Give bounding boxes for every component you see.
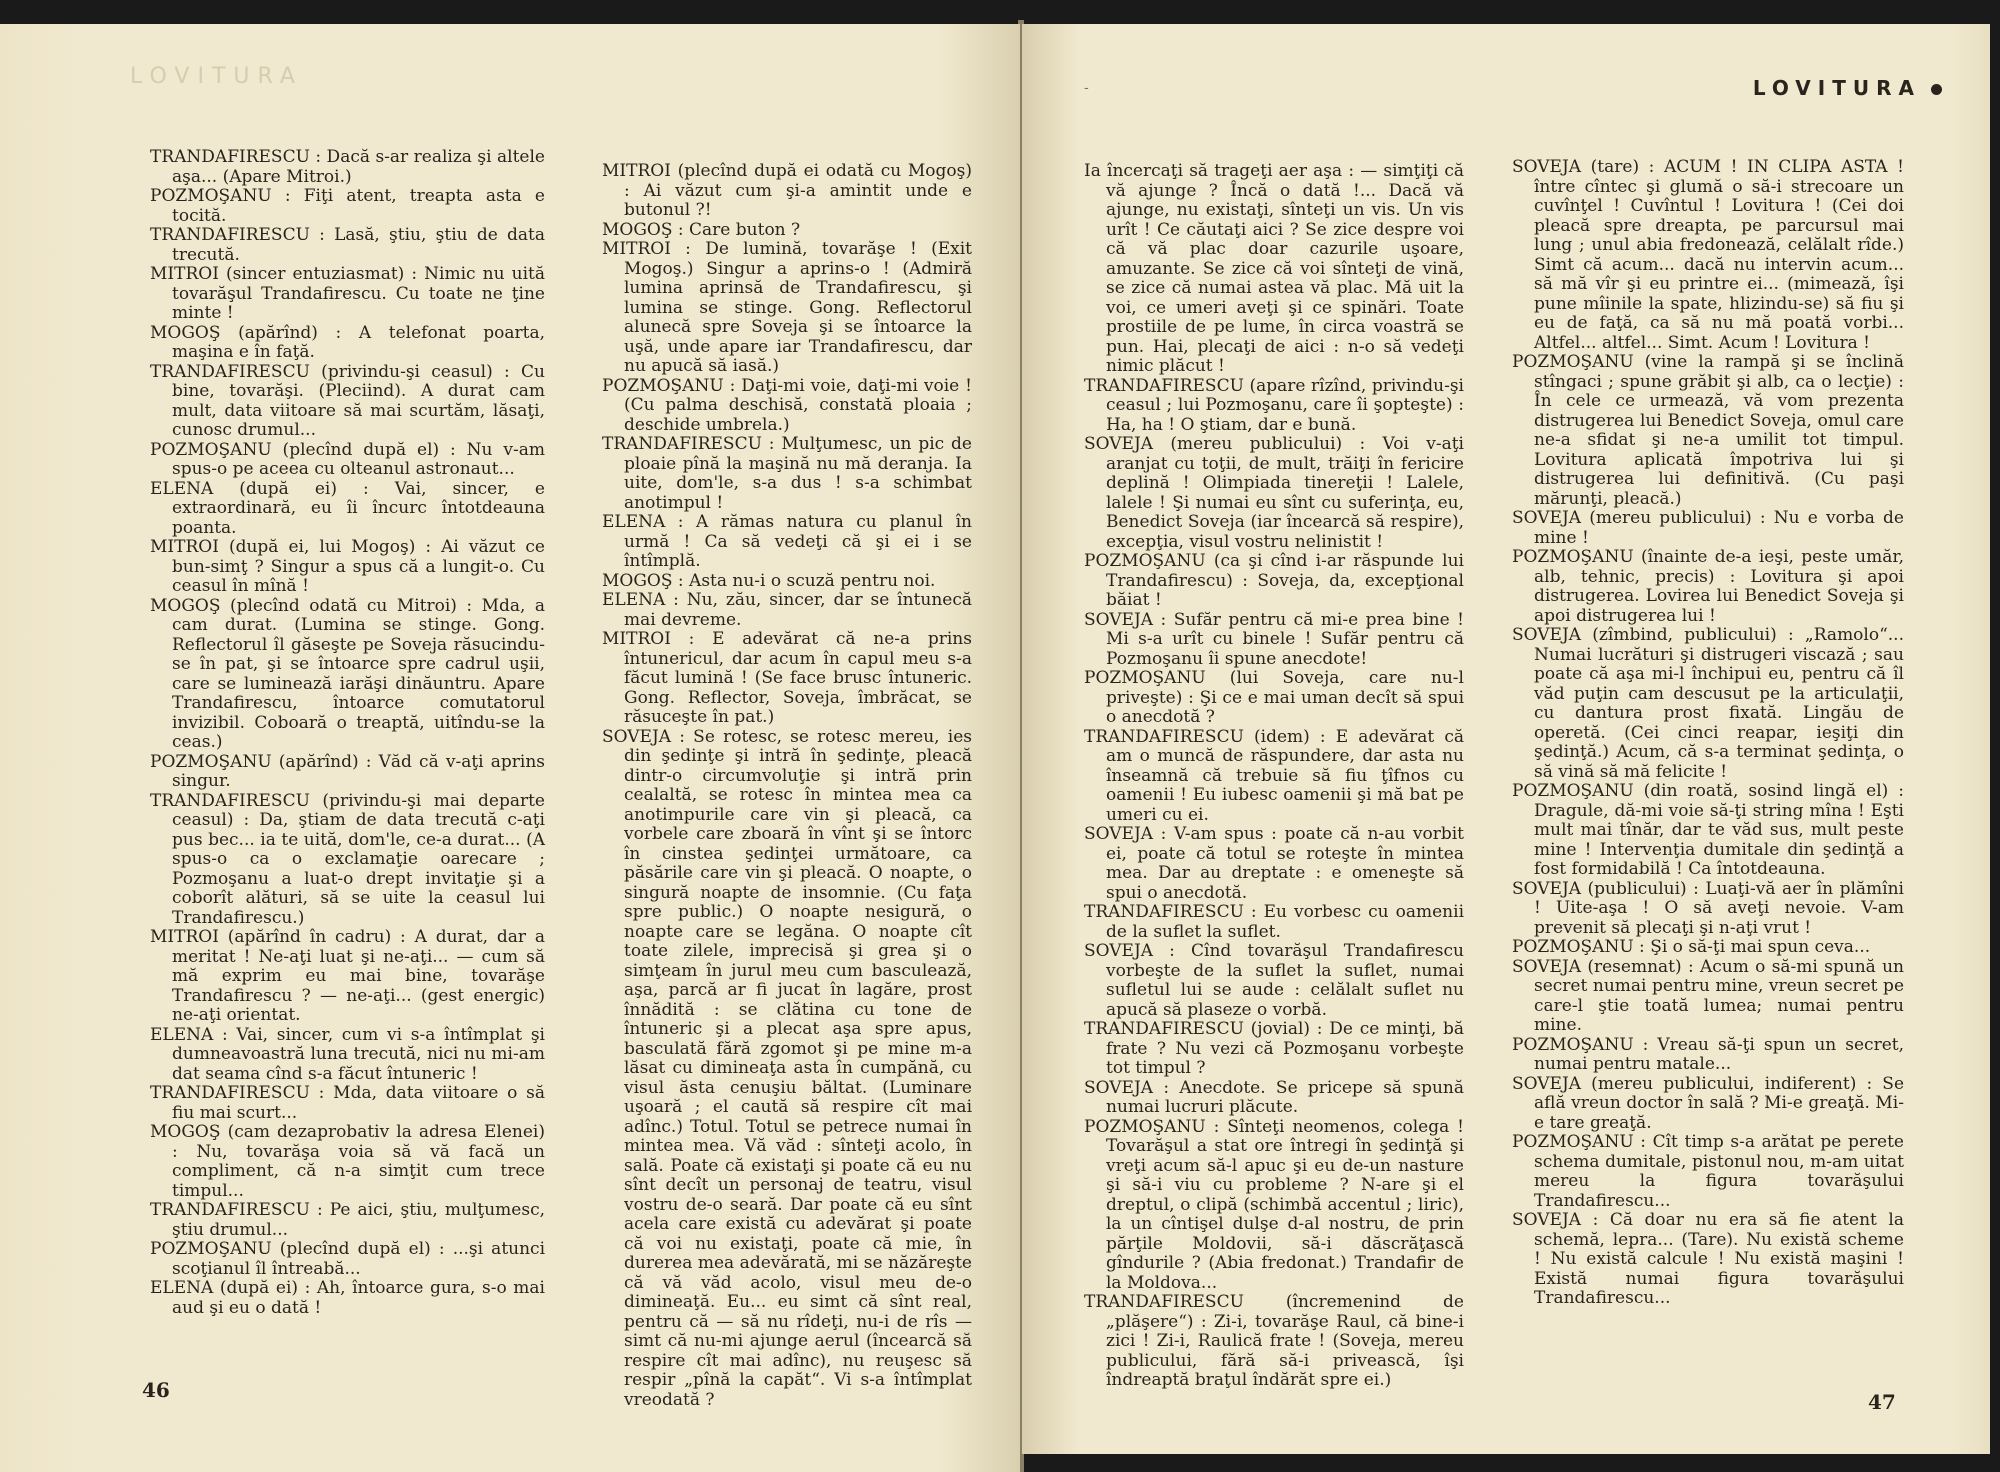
dialogue-paragraph: MITROI : E adevărat că ne-a prins întunericul, dar acum în capul meu s-a făcut lumină ! (Se face brusc întuneric. Gong. Reflector, Soveja, îmbrăcat, se răsuceşte în pat.) — [602, 629, 972, 727]
dialogue-paragraph: SOVEJA (mereu publicului) : Voi v-aţi aranjat cu toţii, de mult, trăiţi în fericire deplină ! Olimpiada tinereţii ! Lalele, lalele ! Şi numai eu sînt cu suferinţa, eu, Benedict Soveja (iar încearcă să respire), excepţia, visul vostru nelinistit ! — [1084, 434, 1464, 552]
dialogue-paragraph: POZMOŞANU (plecînd după el) : ...şi atunci scoţianul îl întreabă... — [150, 1239, 545, 1279]
dialogue-paragraph: MITROI (plecînd după ei odată cu Mogoş) : Ai văzut cum şi-a amintit unde e butonul ?! — [602, 161, 972, 220]
dialogue-paragraph: MOGOŞ (cam dezaprobativ la adresa Elenei) : Nu, tovarăşa voia să vă facă un compliment, că n-a simţit cum trece timpul... — [150, 1122, 545, 1201]
dialogue-paragraph: POZMOŞANU (lui Soveja, care nu-l priveşte) : Şi ce e mai uman decît să spui o anecdotă ? — [1084, 668, 1464, 727]
dialogue-paragraph: SOVEJA : Se rotesc, se rotesc mereu, ies din şedinţe şi intră în şedinţe, pleacă dintr-o circumvoluţie şi intră prin cealaltă, se rotesc în mintea mea ca anotimpurile care vin şi pleacă, ca vorbele care zboară în vînt şi se întorc în cinstea şedinţei următoare, ca păsările care vin şi pleacă. O noapte, o singură noapte de insomnie. (Cu faţa spre public.) O noapte nesigură, o noapte care se legăna. O noapte cît toate zilele, imprecisă şi grea şi o simţeam în jurul meu cum basculează, aşa, parcă ar fi jucat în lagăre, prost înnădită : se clătina cu tone de întuneric şi a plecat aşa spre apus, basculată fără zgomot şi pe mine m-a lăsat cu dimineaţa asta în cumpănă, cu visul ăsta cenuşiu băltat. (Luminare uşoară ; el caută să respire cît mai adînc.) Totul. Totul se petrece numai în mintea mea. Vă văd : sînteţi acolo, în sală. Poate că existaţi şi poate că eu nu sînt decît un personaj de teatru, visul vostru de-o seară. Dar poate că eu sînt acela care există cu adevărat şi poate că voi nu existaţi, poate că mie, în durerea mea adevărată, mi se năzăreşte că vă văd acolo, visul meu de-o dimineaţă. Eu... eu simt că sînt real, pentru că — să nu rîdeţi, nu-i de rîs — simt că nu-mi ajunge aerul (încearcă să respire cît mai adînc), nu reuşesc să respir „pînă la capăt“. Vi s-a întîmplat vreodată ? — [602, 726, 972, 1410]
running-header — [1753, 76, 1942, 100]
dialogue-paragraph: ELENA : A rămas natura cu planul în urmă ! Ca să vedeţi că şi ei i se întîmplă. — [602, 512, 972, 571]
dialogue-paragraph: SOVEJA (publicului) : Luaţi-vă aer în plămîni ! Uite-aşa ! O să aveţi nevoie. V-am prevenit să plecaţi şi n-aţi vrut ! — [1512, 878, 1904, 938]
dialogue-paragraph: POZMOŞANU : Cît timp s-a arătat pe perete schema dumitale, pistonul nou, m-am uitat mereu la figura tovarăşului Trandafirescu... — [1512, 1132, 1904, 1211]
ghost-running-header: LOVITURA — [130, 64, 303, 89]
dialogue-paragraph: SOVEJA : Că doar nu era să fie atent la schemă, lepra... (Tare). Nu există scheme ! Nu există calcule ! Nu există maşini ! Există numai figura tovarăşului Trandafirescu... — [1512, 1210, 1904, 1308]
dialogue-paragraph: SOVEJA : Cînd tovarăşul Trandafirescu vorbeşte de la suflet la suflet, numai sufletul lui se aude : celălalt suflet nu apucă să plaseze o vorbă. — [1084, 941, 1464, 1020]
dialogue-paragraph: ELENA : Nu, zău, sincer, dar se întunecă mai devreme. — [602, 590, 972, 630]
dialogue-paragraph: TRANDAFIRESCU (privindu-şi ceasul) : Cu bine, tovarăşi. (Pleciind). A durat cam mult, data viitoare să mai scurtăm, lăsaţi, cunosc drumul... — [150, 361, 545, 440]
right-column-1 — [1084, 162, 1464, 1391]
dialogue-paragraph: SOVEJA (mereu publicului) : Nu e vorba de mine ! — [1512, 508, 1904, 548]
page-number-right: 47 — [1868, 1390, 1896, 1414]
dialogue-paragraph: TRANDAFIRESCU : Pe aici, ştiu, mulţumesc, ştiu drumul... — [150, 1200, 545, 1240]
right-column-2 — [1512, 158, 1904, 1309]
dialogue-paragraph: POZMOŞANU (din roată, sosind lingă el) : Dragule, dă-mi voie să-ţi string mîna ! Eşti mult mai tînăr, dar te văd sus, mult peste mine ! Intervenţia dumitale din şedinţă a fost formidabilă ! Ca întotdeauna. — [1512, 781, 1904, 879]
dialogue-paragraph: SOVEJA : Anecdote. Se pricepe să spună numai lucruri plăcute. — [1084, 1077, 1464, 1117]
dialogue-paragraph: MOGOŞ (plecînd odată cu Mitroi) : Mda, a cam durat. (Lumina se stinge. Gong. Reflectorul îl găseşte pe Soveja răsucindu-se în pat, şi se întoarce spre cadrul uşii, care se luminează iarăşi dinăuntru. Apare Trandafirescu, întoarce comutatorul invizibil. Coboară o treaptă, uitîndu-se la ceas.) — [150, 595, 545, 752]
margin-mark: - — [1084, 80, 1089, 96]
running-header-title: LOVITURA — [1752, 76, 1921, 100]
dialogue-paragraph: TRANDAFIRESCU (jovial) : De ce minţi, bă frate ? Nu vezi că Pozmoşanu vorbeşte tot timpul ? — [1084, 1019, 1464, 1078]
dialogue-paragraph: SOVEJA : V-am spus : poate că n-au vorbit ei, poate că totul se roteşte în mintea mea. Dar au dreptate : e omeneşte să spui o anecdotă. — [1084, 824, 1464, 903]
dialogue-paragraph: TRANDAFIRESCU : Lasă, ştiu, ştiu de data trecută. — [150, 225, 545, 265]
dialogue-paragraph: MOGOŞ (apărînd) : A telefonat poarta, maşina e în faţă. — [150, 322, 545, 362]
dialogue-paragraph: POZMOŞANU (vine la rampă şi se înclină stîngaci ; spune grăbit şi alb, ca o lecţie) : În cele ce urmează, vă vom prezenta distrugerea lui Benedict Soveja, omul care ne-a sfidat şi ne-a umilit tot timpul. Lovitura aplicată împotriva lui şi distrugerea lui definitivă. (Cu paşi mărunţi, pleacă.) — [1512, 352, 1904, 509]
dialogue-paragraph: MOGOŞ : Care buton ? — [602, 219, 801, 240]
dialogue-paragraph: TRANDAFIRESCU (privindu-şi mai departe ceasul) : Da, ştiam de data trecută c-aţi pus bec... ia te uită, dom'le, ce-a durat... (A spus-o ca o exclamaţie oarecare ; Pozmoşanu a luat-o drept invitaţie şi a coborît alături, să se uite la ceasul lui Trandafirescu.) — [150, 790, 545, 928]
dialogue-paragraph: TRANDAFIRESCU (încremenind de „plăşere“) : Zi-i, tovarăşe Raul, că bine-i zici ! Zi-i, Raulică frate ! (Soveja, mereu publicului, fără să-i privească, îşi îndreaptă braţul îndărăt spre ei.) — [1084, 1292, 1464, 1390]
dialogue-paragraph: TRANDAFIRESCU : Dacă s-ar realiza şi altele aşa... (Apare Mitroi.) — [150, 147, 545, 187]
dialogue-paragraph: POZMOŞANU : Fiţi atent, treapta asta e tocită. — [150, 186, 545, 226]
dialogue-paragraph: MITROI (apărînd în cadru) : A durat, dar a meritat ! Ne-aţi luat şi ne-aţi... — cum să mă exprim eu mai bine, tovarăşe Trandafirescu ? — ne-aţi... (gest energic) ne-aţi orientat. — [150, 927, 545, 1025]
dialogue-paragraph: SOVEJA (mereu publicului, indiferent) : Se află vreun doctor în sală ? Mi-e greaţă. Mi-e tare greaţă. — [1512, 1073, 1904, 1133]
left-column-1 — [150, 148, 545, 1318]
dialogue-paragraph: TRANDAFIRESCU (apare rîzînd, privindu-şi ceasul ; lui Pozmoşanu, care îi şopteşte) : Ha, ha ! O ştiam, dar e bună. — [1084, 375, 1464, 435]
dialogue-paragraph: MOGOŞ : Asta nu-i o scuză pentru noi. — [602, 570, 936, 591]
left-column-2 — [602, 162, 972, 1410]
dialogue-paragraph: POZMOŞANU : Sînteţi neomenos, colega ! Tovarăşul a stat ore întregi în şedinţă şi vreţi acum să-l apuc şi eu de-un nasture şi să-i viu cu probleme ? N-are şi el dreptul, o clipă (schimbă accentul ; liric), la un cîntişel dulşe d-al nostru, de prin părţile Moldovii, să-i dăscrăţască gîndurile ? (Abia fredonat.) Trandafir de la Moldova... — [1084, 1116, 1464, 1293]
dialogue-paragraph: POZMOŞANU (înainte de-a ieşi, peste umăr, alb, tehnic, precis) : Lovitura şi apoi distrugerea. Lovirea lui Benedict Soveja şi apoi distrugerea lui ! — [1512, 547, 1904, 626]
dialogue-paragraph: SOVEJA (zîmbind, publicului) : „Ramolo“... Numai lucrături şi distrugeri viscază ; sau poate că aşa mi-l închipui eu, pentru că îl văd puţin cam descusut pe la articulaţii, cu dantura prost fixată. Lingău de operetă. (Cei cinci reapar, ieşiţi din şedinţă.) Acum, că s-a terminat şedinţa, o să vină să mă felicite ! — [1512, 625, 1904, 782]
left-page — [0, 24, 1020, 1472]
dialogue-paragraph: SOVEJA (tare) : ACUM ! IN CLIPA ASTA ! între cîntec şi glumă o să-i strecoare un cuvînţel ! Cuvîntul ! Lovitura ! (Cei doi pleacă spre dreapta, pe parcursul mai lung ; unul abia fredonează, celălalt rîde.) Simt că acum... dacă nu intervin acum... să mă vîr şi eu printre ei... (mimează, îşi pune mîinile la spate, hlizindu-se) să fiu şi eu de faţă, ca să nu mă poată vorbi... Altfel... altfel... Simt. Acum ! Lovitura ! — [1512, 157, 1904, 353]
dialogue-paragraph: MITROI : De lumină, tovarăşe ! (Exit Mogoş.) Singur a aprins-o ! (Admiră lumina aprinsă de Trandafirescu, şi lumina se stinge. Gong. Reflectorul alunecă spre Soveja şi se întoarce la uşă, unde apare iar Trandafirescu, dar nu apucă să iasă.) — [602, 239, 972, 376]
right-page — [1022, 24, 1990, 1454]
dialogue-paragraph: POZMOŞANU : Şi o să-ţi mai spun ceva... — [1512, 937, 1871, 957]
bullet-icon — [1931, 84, 1942, 95]
dialogue-paragraph: ELENA (după ei) : Vai, sincer, e extraordinară, eu îi încurc întotdeauna poanta. — [150, 478, 545, 538]
dialogue-paragraph: MITROI (după ei, lui Mogoş) : Ai văzut ce bun-simţ ? Singur a spus că a lungit-o. Cu ceasul în mînă ! — [150, 537, 545, 596]
dialogue-paragraph: TRANDAFIRESCU : Mda, data viitoare o să fiu mai scurt... — [150, 1083, 545, 1123]
page-number-left: 46 — [142, 1378, 170, 1402]
dialogue-paragraph: Ia încercaţi să trageţi aer aşa : — simţiţi că vă ajunge ? Încă o dată !... Dacă vă ajunge, nu existaţi, sînteţi un vis. Un vis urît ! Ce căutaţi aici ? Se zice despre voi că vă plac doar cazurile uşoare, amuzante. Se zice că voi sînteţi de vină, se zice că numai astea vă plac. Mă uit la voi, ce umeri aveţi şi ce spinări. Toate prostiile de pe lume, în circa voastră se pun. Hai, plecaţi de aici : n-o să vedeţi nimic plăcut ! — [1084, 161, 1464, 376]
dialogue-paragraph: MITROI (sincer entuziasmat) : Nimic nu uită tovarăşul Trandafirescu. Cu toate ne ţine minte ! — [150, 264, 545, 323]
dialogue-paragraph: ELENA (după ei) : Ah, întoarce gura, s-o mai aud şi eu o dată ! — [150, 1278, 545, 1318]
dialogue-paragraph: SOVEJA : Sufăr pentru că mi-e prea bine ! Mi s-a urît cu binele ! Sufăr pentru că Pozmoşanu îi spune anecdote! — [1084, 609, 1464, 669]
dialogue-paragraph: POZMOŞANU (plecînd după el) : Nu v-am spus-o pe aceea cu olteanul astronaut... — [150, 439, 545, 479]
dialogue-paragraph: ELENA : Vai, sincer, cum vi s-a întîmplat şi dumneavoastră luna trecută, nici nu mi-am dat seama cînd s-a făcut întuneric ! — [150, 1024, 545, 1084]
dialogue-paragraph: SOVEJA (resemnat) : Acum o să-mi spună un secret numai pentru mine, vreun secret pe care-l ştie toată lumea; numai pentru mine. — [1512, 956, 1904, 1035]
dialogue-paragraph: POZMOŞANU : Daţi-mi voie, daţi-mi voie ! (Cu palma deschisă, constată ploaia ; deschide umbrela.) — [602, 375, 972, 435]
dialogue-paragraph: TRANDAFIRESCU : Eu vorbesc cu oamenii de la suflet la suflet. — [1084, 902, 1464, 942]
dialogue-paragraph: POZMOŞANU (apărînd) : Văd că v-aţi aprins singur. — [150, 751, 545, 791]
dialogue-paragraph: POZMOŞANU : Vreau să-ţi spun un secret, numai pentru matale... — [1512, 1034, 1904, 1074]
dialogue-paragraph: POZMOŞANU (ca şi cînd i-ar răspunde lui Trandafirescu) : Soveja, da, excepţional băiat ! — [1084, 551, 1464, 610]
dialogue-paragraph: TRANDAFIRESCU : Mulţumesc, un pic de ploaie pînă la maşină nu mă deranja. Ia uite, dom'le, s-a dus ! s-a schimbat anotimpul ! — [602, 434, 972, 513]
dialogue-paragraph: TRANDAFIRESCU (idem) : E adevărat că am o muncă de răspundere, dar asta nu înseamnă că trebuie să fiu ţîfnos cu oamenii ! Eu iubesc oamenii şi mă bat pe umeri cu ei. — [1084, 726, 1464, 825]
